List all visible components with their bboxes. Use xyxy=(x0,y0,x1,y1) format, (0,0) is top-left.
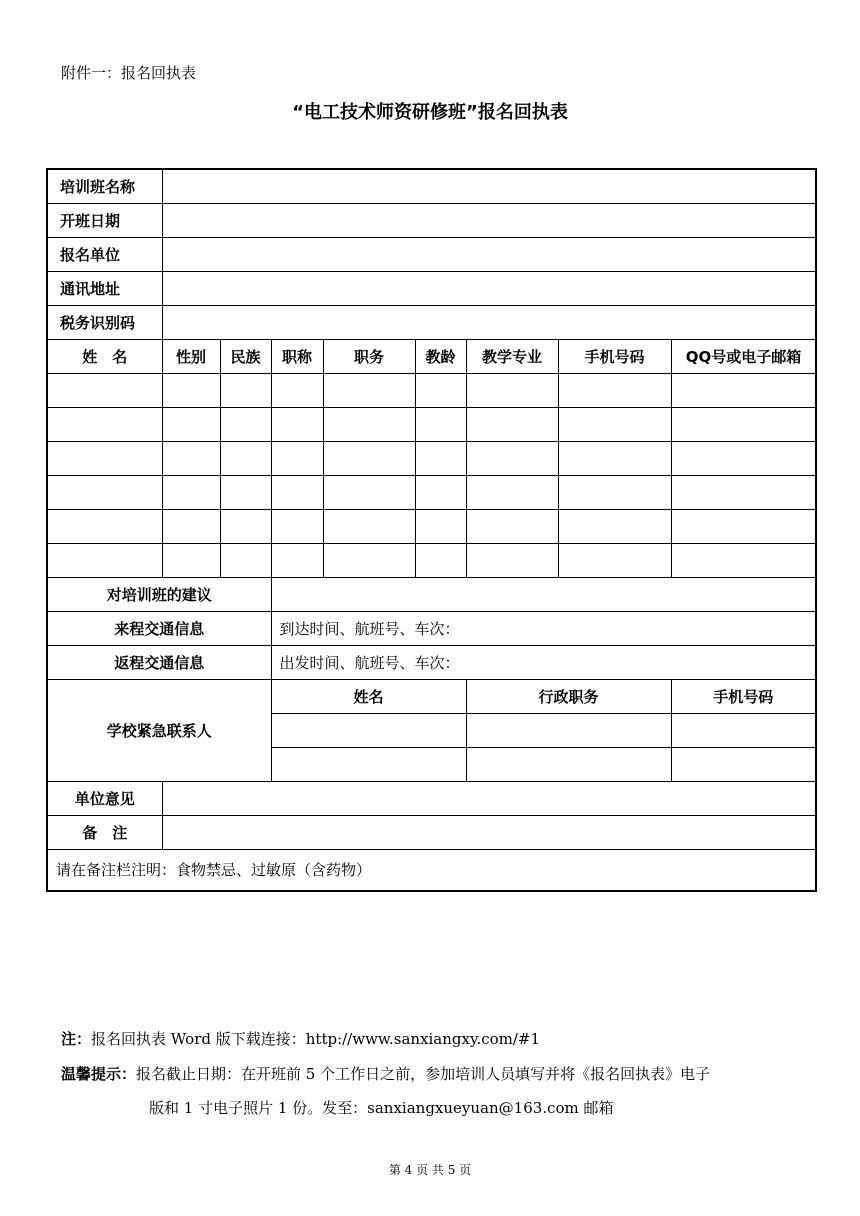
col-ethnicity-header: 民族 xyxy=(220,339,271,373)
training-name-field[interactable] xyxy=(162,169,816,203)
departure-field[interactable]: 出发时间、航班号、车次： xyxy=(271,645,816,679)
training-name-row xyxy=(47,169,816,203)
emergency-cell[interactable] xyxy=(271,747,466,781)
participant-cell[interactable] xyxy=(558,543,671,577)
participant-cell[interactable] xyxy=(323,373,415,407)
emergency-cell[interactable] xyxy=(466,747,671,781)
participant-cell[interactable] xyxy=(671,407,816,441)
participant-cell[interactable] xyxy=(415,373,466,407)
remarks-field[interactable] xyxy=(162,815,816,849)
training-name-label: 培训班名称 xyxy=(47,169,162,203)
participant-cell[interactable] xyxy=(220,475,271,509)
departure-label: 返程交通信息 xyxy=(47,645,271,679)
participant-cell[interactable] xyxy=(415,475,466,509)
participant-cell[interactable] xyxy=(271,441,323,475)
participant-cell[interactable] xyxy=(558,475,671,509)
participant-cell[interactable] xyxy=(671,509,816,543)
participant-cell[interactable] xyxy=(466,373,558,407)
participant-cell[interactable] xyxy=(220,407,271,441)
tip-text-line-1: 报名截止日期：在开班前 5 个工作日之前，参加培训人员填写并将《报名回执表》电子 xyxy=(136,1065,711,1083)
participant-cell[interactable] xyxy=(162,543,220,577)
participant-cell[interactable] xyxy=(415,543,466,577)
participant-cell[interactable] xyxy=(162,509,220,543)
participant-cell[interactable] xyxy=(271,509,323,543)
suggestion-row xyxy=(47,577,816,611)
participant-cell[interactable] xyxy=(162,407,220,441)
participant-cell[interactable] xyxy=(415,407,466,441)
participant-cell[interactable] xyxy=(271,407,323,441)
remarks-row xyxy=(47,815,816,849)
col-major-header: 教学专业 xyxy=(466,339,558,373)
participant-cell[interactable] xyxy=(220,373,271,407)
remarks-label: 备 注 xyxy=(47,815,162,849)
emergency-cell[interactable] xyxy=(671,747,816,781)
form-title: “电工技术师资研修班”报名回执表 xyxy=(292,102,568,123)
participant-cell[interactable] xyxy=(47,407,162,441)
participant-cell[interactable] xyxy=(671,543,816,577)
unit-label: 报名单位 xyxy=(47,237,162,271)
participant-cell[interactable] xyxy=(47,543,162,577)
participant-cell[interactable] xyxy=(558,441,671,475)
participant-cell[interactable] xyxy=(323,509,415,543)
tip-label: 温馨提示： xyxy=(61,1065,137,1083)
tax-id-label: 税务识别码 xyxy=(47,305,162,339)
participant-cell[interactable] xyxy=(323,441,415,475)
participant-cell[interactable] xyxy=(323,475,415,509)
participant-header-row xyxy=(47,339,816,373)
unit-row xyxy=(47,237,816,271)
address-label: 通讯地址 xyxy=(47,271,162,305)
participant-cell[interactable] xyxy=(558,509,671,543)
col-teaching-years-header: 教龄 xyxy=(415,339,466,373)
participant-cell[interactable] xyxy=(271,475,323,509)
address-field[interactable] xyxy=(162,271,816,305)
remarks-hint: 请在备注栏注明：食物禁忌、过敏原（含药物） xyxy=(47,849,816,891)
emergency-contact-label: 学校紧急联系人 xyxy=(47,679,271,781)
participant-cell[interactable] xyxy=(47,475,162,509)
participant-cell[interactable] xyxy=(47,373,162,407)
unit-opinion-field[interactable] xyxy=(162,781,816,815)
start-date-row xyxy=(47,203,816,237)
participant-cell[interactable] xyxy=(162,373,220,407)
departure-row xyxy=(47,645,816,679)
participant-cell[interactable] xyxy=(671,373,816,407)
participant-cell[interactable] xyxy=(466,441,558,475)
col-phone-header: 手机号码 xyxy=(558,339,671,373)
participant-cell[interactable] xyxy=(323,543,415,577)
emergency-col-name: 姓名 xyxy=(271,679,466,713)
participant-cell[interactable] xyxy=(47,441,162,475)
participant-row xyxy=(47,407,816,441)
participant-cell[interactable] xyxy=(415,441,466,475)
note-text: 报名回执表 Word 版下载连接：http://www.sanxiangxy.com/#1 xyxy=(91,1030,541,1048)
tip-note xyxy=(61,1063,710,1084)
participant-cell[interactable] xyxy=(323,407,415,441)
participant-cell[interactable] xyxy=(220,543,271,577)
participant-cell[interactable] xyxy=(47,509,162,543)
participant-row xyxy=(47,543,816,577)
registration-form-table xyxy=(46,168,817,892)
emergency-cell[interactable] xyxy=(671,713,816,747)
arrival-field[interactable]: 到达时间、航班号、车次： xyxy=(271,611,816,645)
participant-cell[interactable] xyxy=(415,509,466,543)
download-note xyxy=(61,1028,540,1049)
suggestion-field[interactable] xyxy=(271,577,816,611)
col-title-header: 职称 xyxy=(271,339,323,373)
remarks-hint-row xyxy=(47,849,816,891)
participant-cell[interactable] xyxy=(671,441,816,475)
tip-text-line-2: 版和 1 寸电子照片 1 份。发至：sanxiangxueyuan@163.com 邮箱 xyxy=(149,1099,614,1117)
participant-cell[interactable] xyxy=(558,407,671,441)
opinion-row xyxy=(47,781,816,815)
participant-cell[interactable] xyxy=(220,441,271,475)
suggestion-label: 对培训班的建议 xyxy=(47,577,271,611)
col-qq-email-header: QQ号或电子邮箱 xyxy=(671,339,816,373)
emergency-cell[interactable] xyxy=(466,713,671,747)
tax-id-field[interactable] xyxy=(162,305,816,339)
address-row xyxy=(47,271,816,305)
participant-cell[interactable] xyxy=(466,509,558,543)
participant-row xyxy=(47,441,816,475)
participant-cell[interactable] xyxy=(271,543,323,577)
emergency-col-phone: 手机号码 xyxy=(671,679,816,713)
emergency-col-position: 行政职务 xyxy=(466,679,671,713)
participant-row xyxy=(47,373,816,407)
col-name-header: 姓 名 xyxy=(47,339,162,373)
col-gender-header: 性别 xyxy=(162,339,220,373)
participant-cell[interactable] xyxy=(466,407,558,441)
unit-field[interactable] xyxy=(162,237,816,271)
participant-cell[interactable] xyxy=(558,373,671,407)
participant-row xyxy=(47,509,816,543)
participant-cell[interactable] xyxy=(162,475,220,509)
participant-cell[interactable] xyxy=(271,373,323,407)
participant-row xyxy=(47,475,816,509)
emergency-cell[interactable] xyxy=(271,713,466,747)
participant-cell[interactable] xyxy=(466,543,558,577)
emergency-header-row xyxy=(47,679,816,713)
arrival-row xyxy=(47,611,816,645)
tax-id-row xyxy=(47,305,816,339)
note-label: 注： xyxy=(61,1030,92,1048)
participant-cell[interactable] xyxy=(466,475,558,509)
start-date-label: 开班日期 xyxy=(47,203,162,237)
start-date-field[interactable] xyxy=(162,203,816,237)
participant-cell[interactable] xyxy=(162,441,220,475)
participant-cell[interactable] xyxy=(220,509,271,543)
attachment-label: 附件一：报名回执表 xyxy=(61,64,197,82)
participant-cell[interactable] xyxy=(671,475,816,509)
arrival-label: 来程交通信息 xyxy=(47,611,271,645)
col-position-header: 职务 xyxy=(323,339,415,373)
page-footer: 第 4 页 共 5 页 xyxy=(388,1163,472,1177)
unit-opinion-label: 单位意见 xyxy=(47,781,162,815)
